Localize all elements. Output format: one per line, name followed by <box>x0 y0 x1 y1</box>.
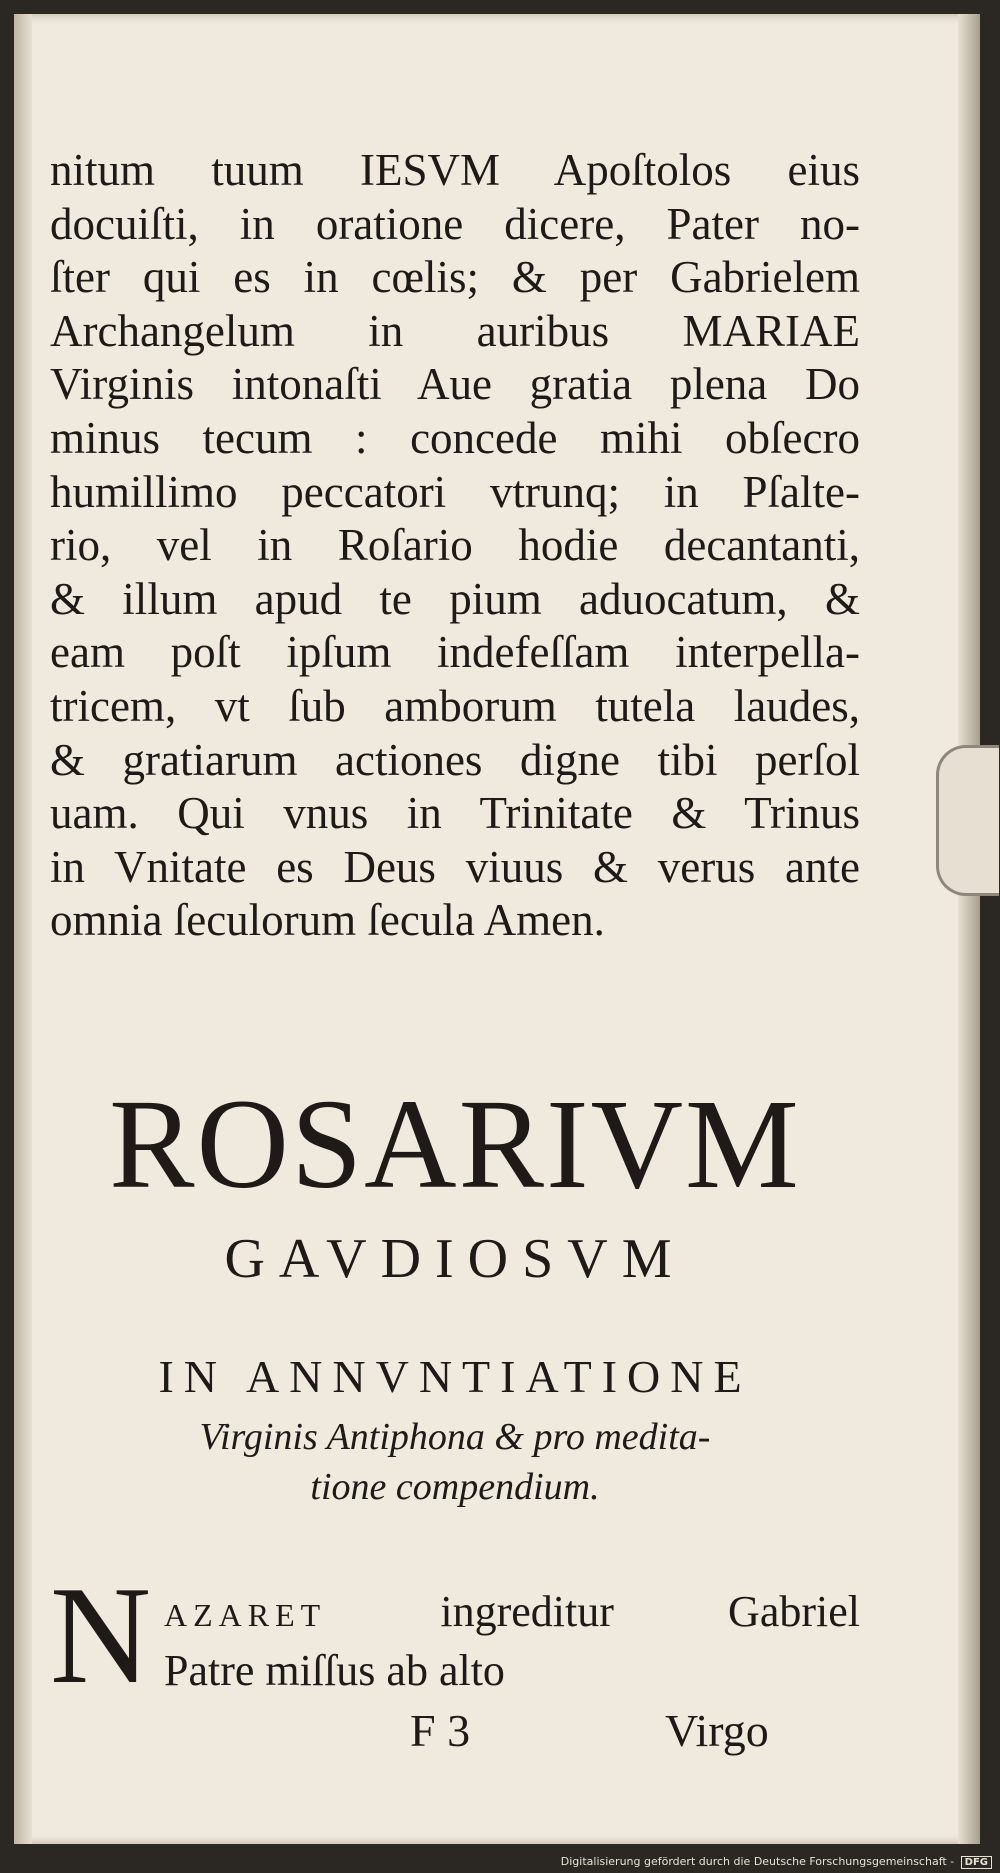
dfg-logo: DFG <box>961 1856 992 1869</box>
text-line: nitum tuum IESVM Apoſtolos eius <box>50 145 860 195</box>
book-page <box>14 14 980 1844</box>
text-line: rio, vel in Roſario hodie decantanti, <box>50 520 860 571</box>
digitization-credit <box>561 1855 992 1869</box>
paragraph-start <box>164 1584 860 1699</box>
page-clip <box>936 745 999 896</box>
section-title: ROSARIVM <box>109 1073 801 1215</box>
text-line: humillimo peccatori vtrunq; in Pſalte- <box>50 466 860 517</box>
page-edge-right <box>958 14 980 1844</box>
text-line: & illum apud te pium aduocatum, & <box>50 573 860 624</box>
rubric-line: Virginis Antiphona & pro medita- <box>199 1416 711 1458</box>
paragraph-line: Patre miſſus ab alto <box>164 1646 505 1695</box>
signature-mark: F 3 <box>410 1705 471 1756</box>
page-edge-left <box>14 14 32 1844</box>
catchword: Virgo <box>665 1705 769 1756</box>
text-line: & gratiarum actiones digne tibi perſol <box>50 734 860 785</box>
paragraph-line-text: ingreditur Gabriel <box>326 1587 860 1636</box>
paragraph-line <box>164 1584 860 1643</box>
italic-rubric <box>50 1412 860 1512</box>
section-heading: IN ANNVNTIATIONE <box>158 1351 752 1402</box>
text-line: eam poſt ipſum indefeſſam interpella- <box>50 627 860 678</box>
drop-cap: N <box>50 1558 152 1713</box>
text-line: tricem, vt ſub amborum tutela laudes, <box>50 680 860 731</box>
text-line: omnia ſeculorum ſecula Amen. <box>50 895 605 946</box>
text-line: minus tecum : concede mihi obſecro <box>50 412 860 463</box>
body-text-block <box>50 144 860 948</box>
page-footer <box>50 1704 860 1764</box>
credit-text: Digitalisierung gefördert durch die Deutsche Forschungsgemeinschaft - <box>560 1855 955 1868</box>
text-line: uam. Qui vnus in Trinitate & Trinus <box>50 788 860 839</box>
text-line: ſter qui es in cœlis; & per Gabrielem <box>50 252 860 303</box>
rubric-line: tione compendium. <box>310 1466 600 1508</box>
text-line: in Vnitate es Deus viuus & verus ante <box>50 841 860 892</box>
text-line: Archangelum in auribus MARIAE <box>50 305 860 356</box>
small-caps-word: AZARET <box>164 1597 327 1633</box>
text-line: Virginis intonaſti Aue gratia plena Do <box>50 359 860 410</box>
section-subtitle: GAVDIOSVM <box>224 1228 686 1290</box>
text-line: docuiſti, in oratione dicere, Pater no- <box>50 198 860 249</box>
